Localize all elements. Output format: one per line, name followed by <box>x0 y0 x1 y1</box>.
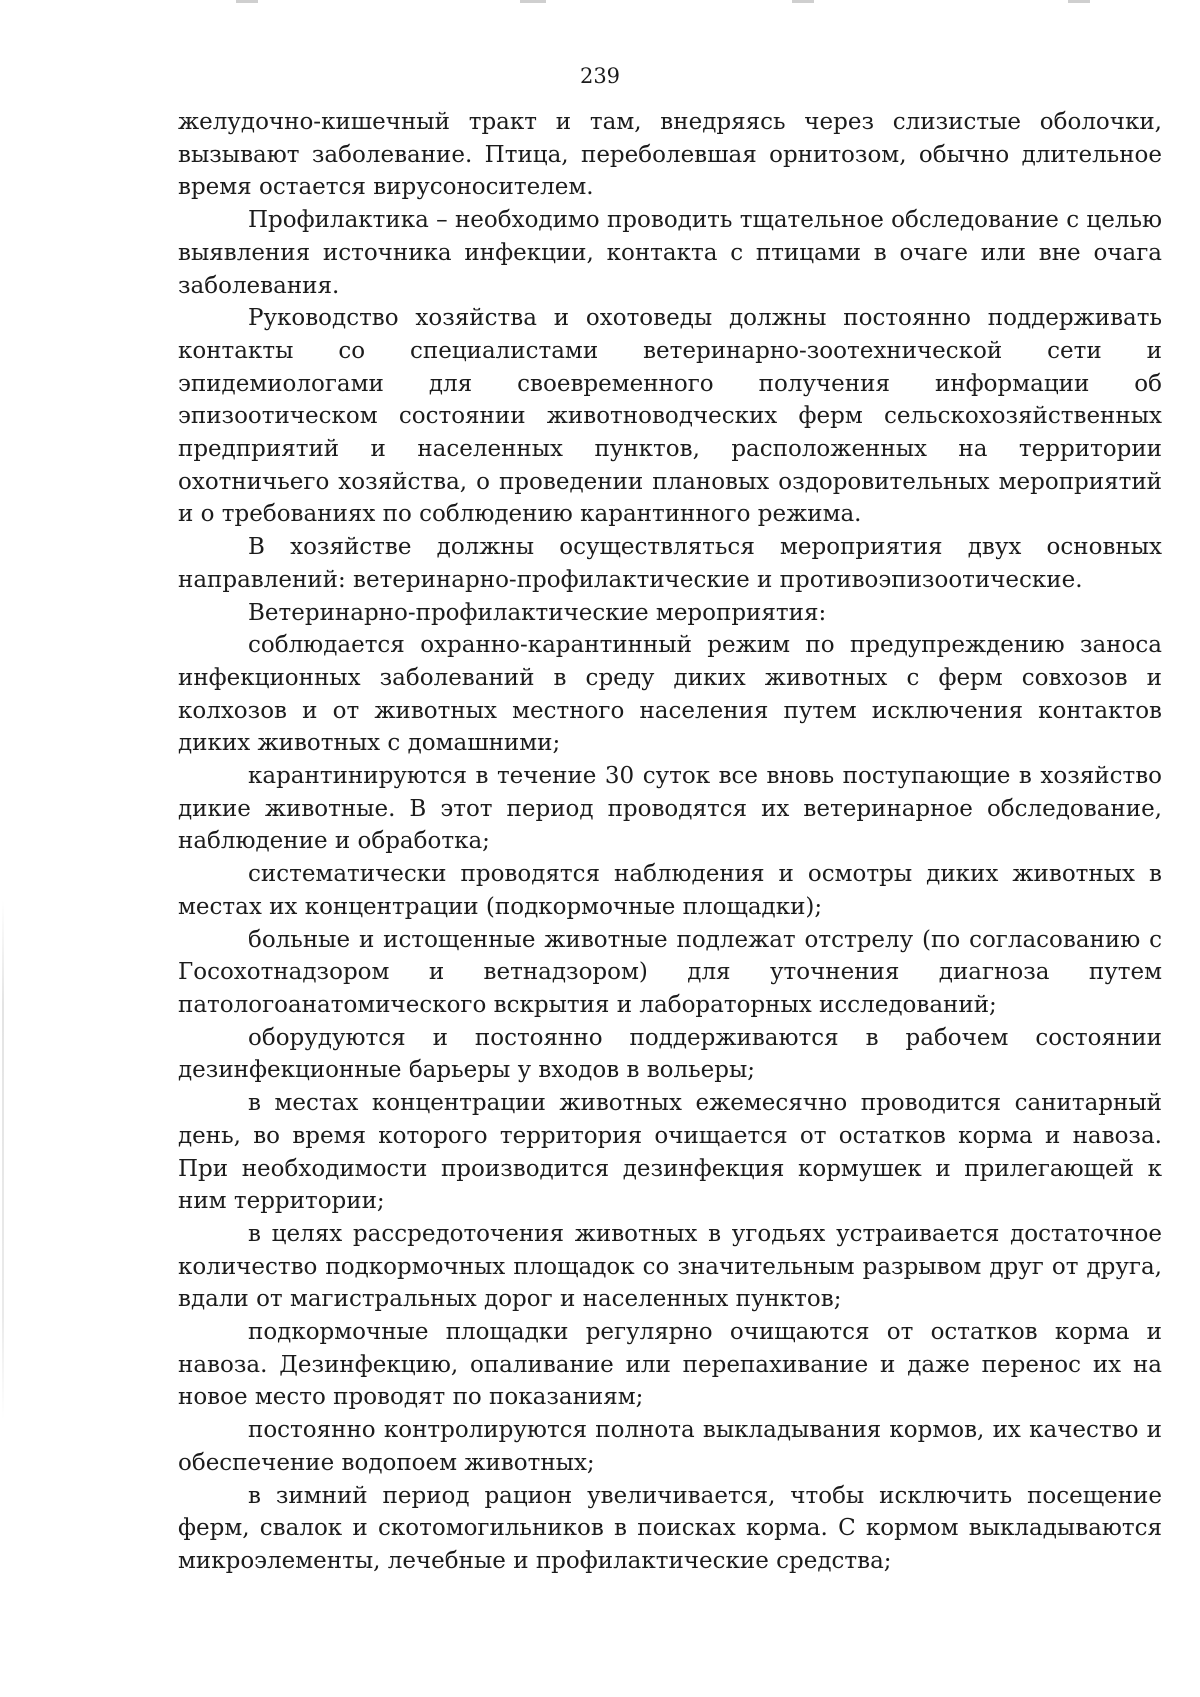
list-item: карантинируются в течение 30 суток все вновь поступающие в хозяйство дикие животные. В этот период проводятся их ветеринарное обследование, наблюдение и обработка; <box>178 763 1162 855</box>
list-item: в местах концентрации животных ежемесячно проводится санитарный день, во время которого территория очищается от остатков корма и навоза. При необходимости производится дезинфекция кормушек и прилегающей к ним территории; <box>178 1090 1162 1215</box>
paragraph: Ветеринарно-профилактические мероприятия: <box>248 599 827 626</box>
list-item: соблюдается охранно-карантинный режим по предупреждению заноса инфекционных заболеваний в среду диких животных с ферм совхозов и колхозов и от животных местного населения путем исключения контактов диких животных с домашними; <box>178 632 1162 757</box>
list-item: систематически проводятся наблюдения и осмотры диких животных в местах их концентрации (подкормочные площадки); <box>178 861 1162 920</box>
scan-artifact <box>520 0 546 3</box>
list-item: подкормочные площадки регулярно очищаются от остатков корма и навоза. Дезинфекцию, опаливание или перепахивание и даже перенос их на новое место проводят по показаниям; <box>178 1319 1162 1411</box>
scan-artifact <box>1068 0 1090 3</box>
page-number: 239 <box>579 64 621 88</box>
scan-artifact <box>2 900 4 1420</box>
list-item: постоянно контролируются полнота выкладывания кормов, их качество и обеспечение водопоем животных; <box>178 1417 1162 1476</box>
paragraph: Профилактика – необходимо проводить тщательное обследование с целью выявления источника инфекции, контакта с птицами в очаге или вне очага заболевания. <box>178 207 1162 299</box>
list-item: в целях рассредоточения животных в угодьях устраивается достаточное количество подкормочных площадок со значительным разрывом друг от друга, вдали от магистральных дорог и населенных пунктов; <box>178 1220 1162 1313</box>
scan-artifact <box>236 0 258 3</box>
scan-artifact <box>792 0 814 3</box>
list-item: в зимний период рацион увеличивается, чтобы исключить посещение ферм, свалок и скотомогильников в поисках корма. С кормом выкладываются микроэлементы, лечебные и профилактические средства; <box>178 1482 1162 1574</box>
body-text <box>178 106 1162 1578</box>
paragraph: желудочно-кишечный тракт и там, внедряясь через слизистые оболочки, вызывают заболевание. Птица, переболевшая орнитозом, обычно длительное время остается вирусоносителем. <box>178 109 1162 201</box>
list-item: оборудуются и постоянно поддерживаются в рабочем состоянии дезинфекционные барьеры у входов в вольеры; <box>178 1024 1162 1084</box>
paragraph: В хозяйстве должны осуществляться мероприятия двух основных направлений: ветеринарно-профилактические и противоэпизоотические. <box>178 534 1162 593</box>
paragraph: Руководство хозяйства и охотоведы должны постоянно поддерживать контакты со специалистами ветеринарно-зоотехнической сети и эпидемиологами для своевременного получения информации об эпизоотическом состоянии животноводческих ферм сельскохозяйственных предприятий и населенных пунктов, расположенных на территории охотничьего хозяйства, о проведении плановых оздоровительных мероприятий и о требованиях по соблюдению карантинного режима. <box>178 305 1162 528</box>
list-item: больные и истощенные животные подлежат отстрелу (по согласованию с Госохотнадзором и ветнадзором) для уточнения диагноза путем патологоанатомического вскрытия и лабораторных исследований; <box>178 926 1162 1018</box>
